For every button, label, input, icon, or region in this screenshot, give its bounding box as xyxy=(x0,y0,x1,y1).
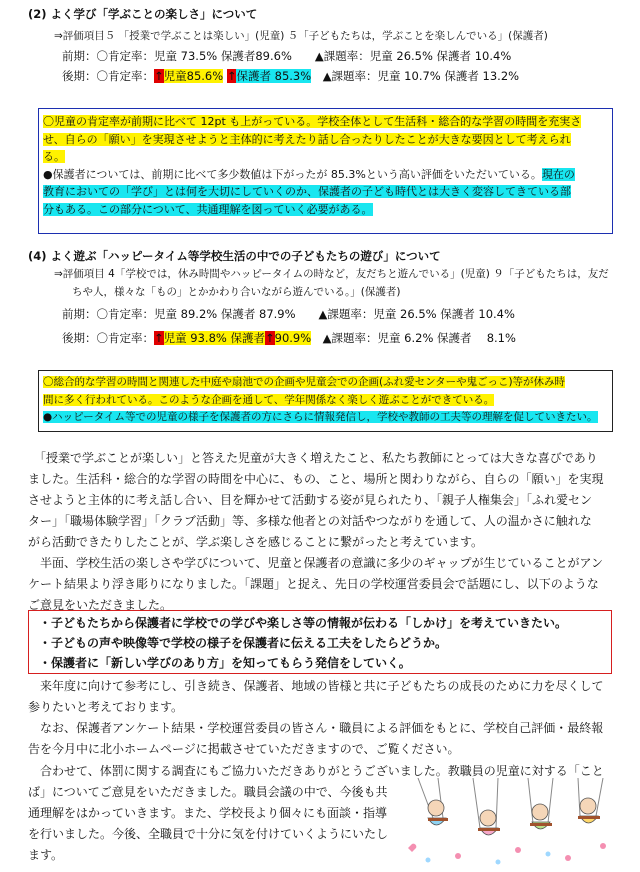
opinion-2: ・子どもの声や映像等で学校の様子を保護者に伝える工夫をしたらどうか。 xyxy=(39,636,448,650)
body-paragraph-4: なお、保護者アンケート結果・学校運営委員の皆さん・職員による評価をもとに、学校自己評価・最終報 告を今月中に北小ホームページに掲載させていただきますので、ご覧ください。 xyxy=(28,721,604,756)
section4-item-line2: ちや人，様々な「もの」とかかわり合いながら遊んでいる。」(保護者) xyxy=(72,286,401,298)
opinions-box xyxy=(28,610,612,674)
body-paragraph-5: 合わせて、体罰に関する調査にもご協力いただきありがとうございました。教職員の児童に対する「こと ば」についてご意見をいただきました。職員会議の中で、今後も共 通理解をはかっていきます。また、学校長より個々にも面談・指導 を行いました。今後、全職員で十分に気を付けていくようにいたし ます。 xyxy=(28,764,604,862)
section4-first-term: 前期：〇肯定率：児童 89.2% 保護者 87.9% ▲課題率：児童 26.5% 保護者 10.4% xyxy=(62,307,515,321)
section4-item-line1: ⇒評価項目 4「学校では，休み時間やハッピータイムの時など，友だちと遊んでいる」(児童) ９「子どもたちは，友だ xyxy=(54,268,609,280)
body-paragraph-1: 「授業で学ぶことが楽しい」と答えた児童が大きく増えたこと、私たち教師にとっては大きな喜びであり ました。生活科・総合的な学習の時間を中心に、もの、こと、場所と関わりながら、自らの「願い」を実現 させようと主体的に考え話し合い、目を輝かせて活動する姿が見られたり、「親子人権集会」「ふれ愛セン ター」「職場体験学習」「クラブ活動」等、多様な他者との対話やつながりを通して、人の温かさに触れな がら活動できたりしたことが、学ぶ楽しさを感じることに繋がったと考えています。 xyxy=(28,451,604,549)
body-paragraph-2: 半面、学校生活の楽しさや学びについて、児童と保護者の意識に多少のギャップが生じていることがアン ケート結果より浮き彫りになりました。「課題」と捉え、先日の学校運営委員会で話題にし、以下のような ご意見をいただきました。 xyxy=(28,556,604,612)
children-swing-illustration xyxy=(398,778,613,868)
section2-comment-box xyxy=(38,108,613,234)
section4-comment-box: 〇総合的な学習の時間と関連した中庭や扇池での企画や児童会での企画(ふれ愛センターや鬼ごっこ)等が休み時 間に多く行われている。このような企画を通して、学年関係なく楽しく遊ぶことができている。 ●ハッピータイム等での児童の様子を保護者の方にさらに情報発信し，学校や教師の工夫等の理解を促していきたい。 xyxy=(38,370,613,432)
section4-second-term: 後期：〇肯定率：↑児童 93.8% 保護者↑90.9% ▲課題率：児童 6.2% 保護者 8.1% xyxy=(62,331,516,345)
section2-item: ⇒評価項目５ 「授業で学ぶことは楽しい」(児童) ５「子どもたちは，学ぶことを楽しんでいる」(保護者) xyxy=(54,30,548,42)
comment-parent: ●保護者については、前期に比べて多少数値は下がったが 85.3%という高い評価をいただいている。現在の 教育においての「学び」とは何を大切にしていくのか、保護者の子ども時代とは大きく変容してきている部 分もある。この部分について、共通理解を図っていく必要がある。 xyxy=(43,167,575,216)
section2-title: (2) よく学び「学ぶことの楽しさ」について xyxy=(28,7,258,21)
section2-first-term: 前期：〇肯定率：児童 73.5% 保護者89.6% ▲課題率：児童 26.5% 保護者 10.4% xyxy=(62,49,512,63)
comment-child: 〇児童の肯定率が前期に比べて 12pt も上がっている。学校全体として生活科・総合的な学習の時間を充実さ せ、自らの「願い」を実現させようと主体的に考えたり話し合ったりしたことが大きな要因として考えられ る。 xyxy=(43,115,582,163)
body-paragraph-3: 来年度に向けて参考にし、引き続き、保護者、地域の皆様と共に子どもたちの成長のために力を尽くして 参りたいと考えております。 xyxy=(28,679,604,714)
section2-second-term: 後期：〇肯定率：↑児童85.6% ↑保護者 85.3% ▲課題率：児童 10.7% 保護者 13.2% xyxy=(62,69,520,83)
opinion-3: ・保護者に「新しい学びのあり方」を知ってもらう発信をしていく。 xyxy=(39,656,411,670)
opinion-1: ・子どもたちから保護者に学校での学びや楽しさ等の情報が伝わる「しかけ」を考えていきたい。 xyxy=(39,616,568,630)
section4-title: (4) よく遊ぶ「ハッピータイム等学校生活の中での子どもたちの遊び」について xyxy=(28,249,441,263)
